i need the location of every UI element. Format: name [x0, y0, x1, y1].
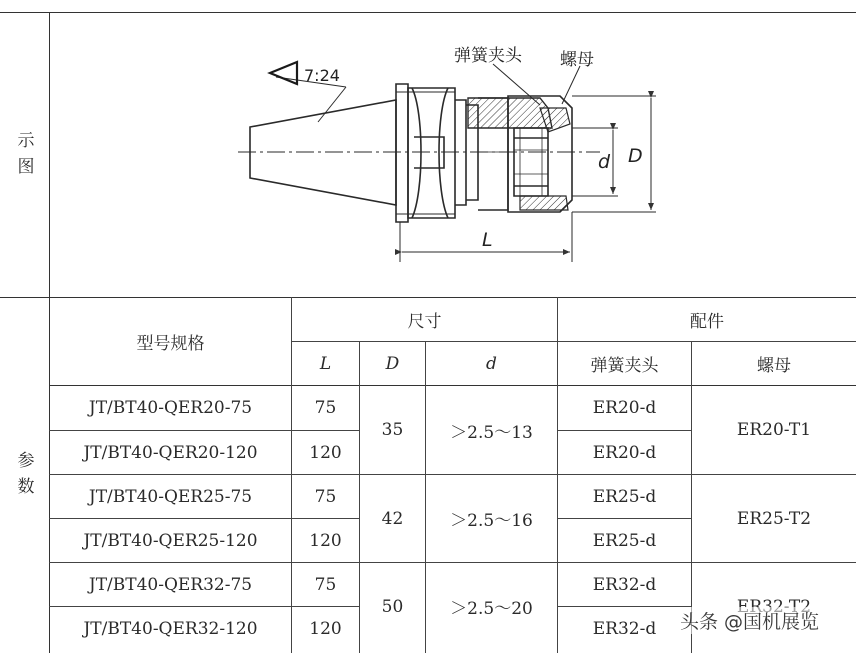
cell-d-range: ＞2.5～16	[450, 511, 533, 531]
cell-D: 42	[381, 508, 404, 529]
params-section-label	[14, 448, 38, 500]
nut-callout: 螺母	[560, 50, 594, 70]
cell-L: 75	[314, 398, 337, 418]
cell-collet: ER20-d	[592, 398, 657, 418]
cell-collet: ER32-d	[592, 618, 657, 639]
cell-L: 120	[309, 530, 342, 551]
cell-D: 50	[381, 596, 404, 617]
header-L: L	[319, 353, 332, 374]
cell-collet: ER25-d	[592, 530, 657, 551]
cell-model: JT/BT40-QER20-75	[88, 398, 253, 418]
header-size: 尺寸	[407, 312, 442, 332]
cell-model: JT/BT40-QER32-75	[88, 574, 253, 595]
cell-collet: ER20-d	[592, 442, 657, 463]
label-char: 参	[17, 451, 35, 471]
cell-collet: ER25-d	[592, 486, 657, 507]
cell-model: JT/BT40-QER25-75	[88, 486, 253, 507]
tool-holder-drawing	[50, 13, 856, 297]
cell-model: JT/BT40-QER32-120	[83, 618, 258, 639]
collet-callout: 弹簧夹头	[454, 46, 522, 66]
cell-D: 35	[381, 420, 404, 440]
cell-L: 75	[314, 486, 337, 507]
cell-collet: ER32-d	[592, 574, 657, 595]
cell-nut: ER20-T1	[736, 420, 812, 440]
header-d: d	[486, 353, 497, 374]
cell-nut: ER25-T2	[736, 508, 812, 529]
header-D: D	[385, 353, 400, 374]
cell-d-range: ＞2.5～13	[450, 422, 533, 443]
label-char: 示	[17, 131, 35, 151]
dim-D-label: D	[628, 145, 643, 167]
cell-L: 120	[309, 442, 342, 463]
header-parts: 配件	[690, 312, 724, 332]
header-model: 型号规格	[136, 334, 205, 354]
cell-L: 120	[309, 618, 342, 639]
taper-ratio-label: 7:24	[304, 66, 340, 85]
dim-L-label: L	[482, 229, 493, 251]
label-char: 图	[17, 157, 35, 177]
header-collet: 弹簧夹头	[590, 356, 659, 376]
cell-model: JT/BT40-QER20-120	[83, 442, 258, 463]
cell-model: JT/BT40-QER25-120	[83, 530, 258, 551]
cell-L: 75	[314, 574, 337, 595]
watermark: 头条 @国机展览	[678, 607, 821, 634]
dim-d-label: d	[598, 151, 611, 173]
diagram-section-label	[14, 128, 38, 180]
cell-d-range: ＞2.5～20	[450, 599, 533, 619]
header-nut: 螺母	[757, 356, 791, 376]
label-char: 数	[17, 477, 35, 497]
